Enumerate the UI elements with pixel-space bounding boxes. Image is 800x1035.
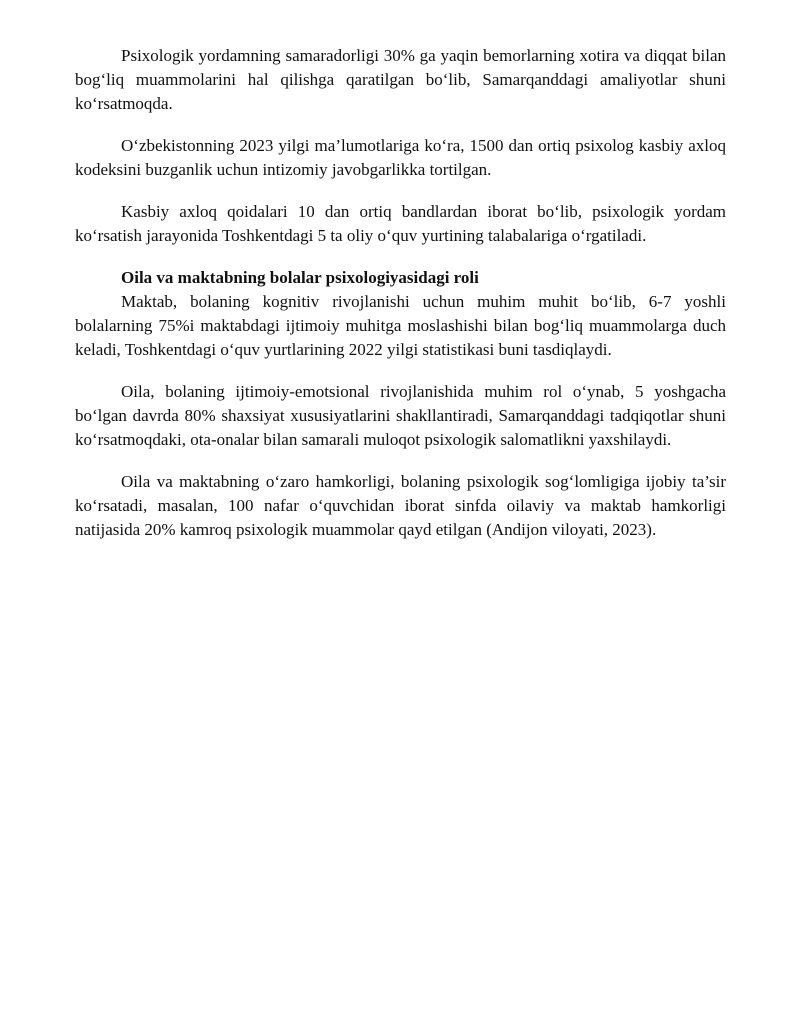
paragraph-family-school-cooperation: Oila va maktabning o‘zaro hamkorligi, bolaning psixologik sog‘lomligiga ijobiy ta’sir ko‘rsatadi, masalan, 100 nafar o‘quvchidan iborat sinfda oilaviy va maktab hamkorligi natijasida 20% kamroq psixologik muammolar qayd etilgan (Andijon viloyati, 2023).	[75, 472, 726, 539]
paragraph-school-role: Maktab, bolaning kognitiv rivojlanishi uchun muhim muhit bo‘lib, 6-7 yoshli bolalarning 75%i maktabdagi ijtimoiy muhitga moslashishi bilan bog‘liq muammolarga duch keladi, Toshkentdagi o‘quv yurtlarining 2022 yilgi statistikasi buni tasdiqlaydi.	[75, 292, 726, 359]
paragraph-psychological-help-effectiveness: Psixologik yordamning samaradorligi 30% ga yaqin bemorlarning xotira va diqqat bilan bog‘liq muammolarini hal qilishga qaratilgan bo‘lib, Samarqanddagi amaliyotlar shuni ko‘rsatmoqda.	[75, 46, 726, 113]
paragraph-ethics-rules: Kasbiy axloq qoidalari 10 dan ortiq bandlardan iborat bo‘lib, psixologik yordam ko‘rsatish jarayonida Toshkentdagi 5 ta oliy o‘quv yurtining talabalariga o‘rgatiladi.	[75, 202, 726, 245]
paragraph-family-role: Oila, bolaning ijtimoiy-emotsional rivojlanishida muhim rol o‘ynab, 5 yoshgacha bo‘lgan davrda 80% shaxsiyat xususiyatlarini shakllantiradi, Samarqanddagi tadqiqotlar shuni ko‘rsatmoqdaki, ota-onalar bilan samarali muloqot psixologik salomatlikni yaxshilaydi.	[75, 382, 726, 449]
section-heading: Oila va maktabning bolalar psixologiyasidagi roli	[121, 268, 479, 287]
document-page	[75, 44, 726, 560]
paragraph-ethics-violations-2023: O‘zbekistonning 2023 yilgi ma’lumotlariga ko‘ra, 1500 dan ortiq psixolog kasbiy axloq kodeksini buzganlik uchun intizomiy javobgarlikka tortilgan.	[75, 136, 726, 179]
